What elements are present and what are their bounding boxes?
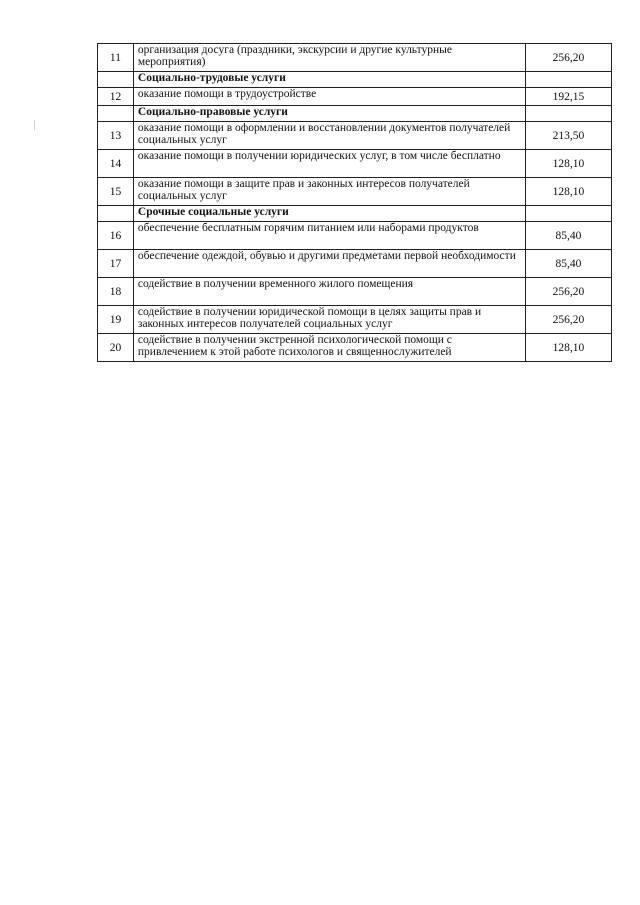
service-price: 85,40	[525, 222, 611, 250]
service-price: 85,40	[525, 250, 611, 278]
service-price	[525, 72, 611, 88]
row-number: 13	[98, 122, 134, 150]
service-description: оказание помощи в получении юридических услуг, в том числе бесплатно	[133, 150, 525, 178]
section-header-row	[98, 106, 612, 122]
service-description: организация досуга (праздники, экскурсии и другие культурные мероприятия)	[133, 44, 525, 72]
service-price: 256,20	[525, 278, 611, 306]
row-number: 19	[98, 306, 134, 334]
service-price: 256,20	[525, 44, 611, 72]
table-row	[98, 44, 612, 72]
services-price-table	[97, 43, 612, 362]
section-header-row	[98, 72, 612, 88]
row-number: 16	[98, 222, 134, 250]
table-body	[98, 44, 612, 362]
row-number	[98, 106, 134, 122]
service-price	[525, 106, 611, 122]
table-row	[98, 150, 612, 178]
service-price: 192,15	[525, 88, 611, 106]
row-number: 12	[98, 88, 134, 106]
row-number: 15	[98, 178, 134, 206]
section-title: Социально-правовые услуги	[133, 106, 525, 122]
service-description: оказание помощи в оформлении и восстановлении документов получателей социальных услуг	[133, 122, 525, 150]
service-description: обеспечение бесплатным горячим питанием или наборами продуктов	[133, 222, 525, 250]
row-number: 11	[98, 44, 134, 72]
section-title: Социально-трудовые услуги	[133, 72, 525, 88]
row-number: 14	[98, 150, 134, 178]
margin-mark	[34, 120, 35, 130]
table-row	[98, 250, 612, 278]
service-description: содействие в получении юридической помощи в целях защиты прав и законных интересов получателей социальных услуг	[133, 306, 525, 334]
service-price: 213,50	[525, 122, 611, 150]
table-row	[98, 88, 612, 106]
table-row	[98, 222, 612, 250]
table-row	[98, 178, 612, 206]
service-price: 256,20	[525, 306, 611, 334]
service-price: 128,10	[525, 150, 611, 178]
service-price	[525, 206, 611, 222]
table-row	[98, 306, 612, 334]
section-title: Срочные социальные услуги	[133, 206, 525, 222]
service-price: 128,10	[525, 178, 611, 206]
service-description: содействие в получении экстренной психологической помощи с привлечением к этой работе психологов и священнослужителей	[133, 334, 525, 362]
service-description: обеспечение одеждой, обувью и другими предметами первой необходимости	[133, 250, 525, 278]
table-row	[98, 122, 612, 150]
row-number: 17	[98, 250, 134, 278]
section-header-row	[98, 206, 612, 222]
service-description: оказание помощи в защите прав и законных интересов получателей социальных услуг	[133, 178, 525, 206]
row-number: 20	[98, 334, 134, 362]
row-number	[98, 72, 134, 88]
service-description: оказание помощи в трудоустройстве	[133, 88, 525, 106]
service-description: содействие в получении временного жилого помещения	[133, 278, 525, 306]
service-price: 128,10	[525, 334, 611, 362]
table-row	[98, 278, 612, 306]
row-number: 18	[98, 278, 134, 306]
table-row	[98, 334, 612, 362]
row-number	[98, 206, 134, 222]
